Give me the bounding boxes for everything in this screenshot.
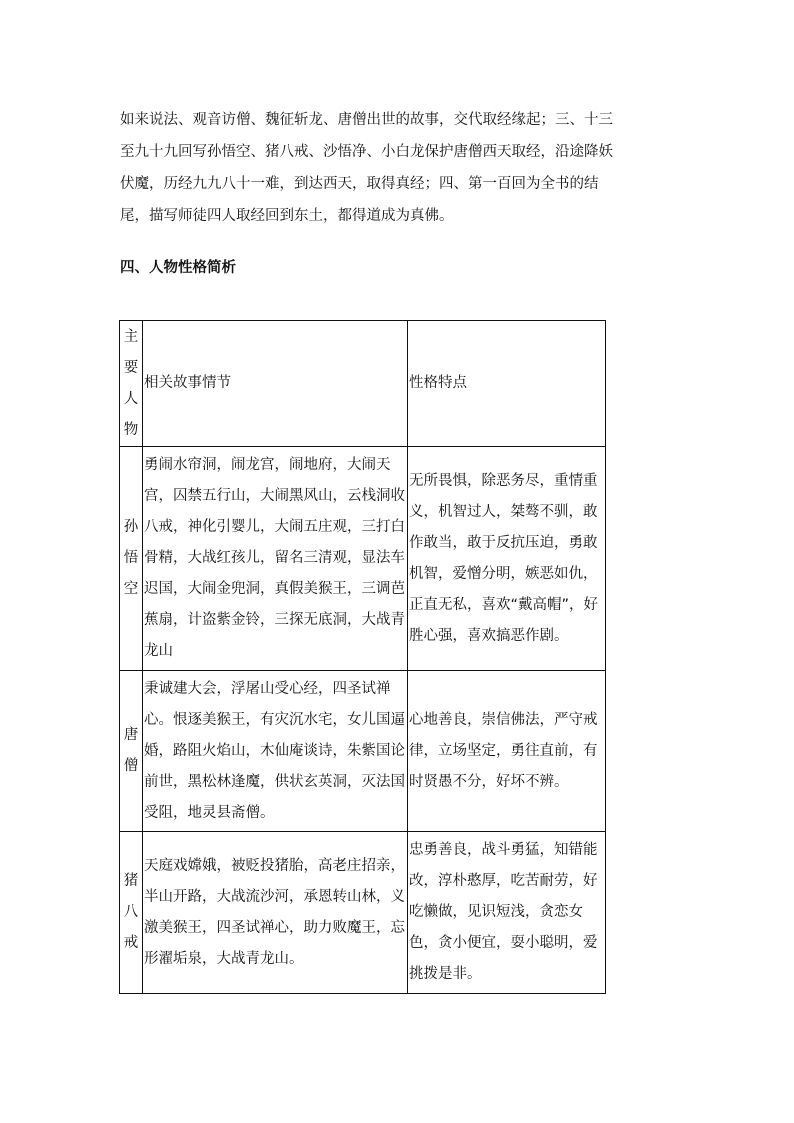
character-table — [119, 320, 606, 994]
table-row — [120, 671, 606, 832]
character-name: 唐僧 — [120, 671, 143, 832]
traits-cell: 忠勇善良，战斗勇猛，知错能改，淳朴憨厚，吃苦耐劳，好吃懒做，见识短浅，贪恋女色，贪小便宜，耍小聪明，爱挑拨是非。 — [408, 832, 606, 994]
header-character: 主要人物 — [120, 321, 143, 447]
section-heading: 四、人物性格简析 — [120, 260, 236, 276]
header-story: 相关故事情节 — [143, 321, 408, 447]
traits-cell: 心地善良，崇信佛法，严守戒律，立场坚定，勇往直前，有时贤愚不分，好坏不辨。 — [408, 671, 606, 832]
story-cell: 勇闹水帘洞，闹龙宫，闹地府，大闹天宫，囚禁五行山，大闹黑风山，云栈洞收八戒，神化引婴儿，大闹五庄观，三打白骨精，大战红孩儿，留名三清观，显法车迟国，大闹金兜洞，真假美猴王，三调芭蕉扇，计盗紫金铃，三探无底洞，大战青龙山 — [143, 447, 408, 671]
traits-cell: 无所畏惧，除恶务尽，重情重义，机智过人，桀骜不驯，敢作敢当，敢于反抗压迫，勇敢机智，爱憎分明，嫉恶如仇，正直无私，喜欢“戴高帽”，好胜心强，喜欢搞恶作剧。 — [408, 447, 606, 671]
intro-paragraph: 如来说法、观音访僧、魏征斩龙、唐僧出世的故事，交代取经缘起；三、十三至九十九回写孙悟空、猪八戒、沙悟净、小白龙保护唐僧西天取经，沿途降妖伏魔，历经九九八十一难，到达西天，取得真经；四、第一百回为全书的结尾，描写师徒四人取经回到东土，都得道成为真佛。 — [120, 112, 613, 224]
character-name: 猪八戒 — [120, 832, 143, 994]
story-cell: 秉诚建大会，浮屠山受心经，四圣试禅心。恨逐美猴王，有灾沉水宅，女儿国逼婚，路阻火焰山，木仙庵谈诗，朱紫国论前世，黑松林逢魔，供状玄英洞，灭法国受阻，地灵县斋僧。 — [143, 671, 408, 832]
story-cell: 天庭戏嫦娥，被贬投猪胎，高老庄招亲，半山开路，大战流沙河，承恩转山林，义激美猴王，四圣试禅心，助力败魔王，忘形濯垢泉，大战青龙山。 — [143, 832, 408, 994]
table-row — [120, 832, 606, 994]
header-traits: 性格特点 — [408, 321, 606, 447]
table-row — [120, 447, 606, 671]
table-header-row — [120, 321, 606, 447]
character-name: 孙悟空 — [120, 447, 143, 671]
